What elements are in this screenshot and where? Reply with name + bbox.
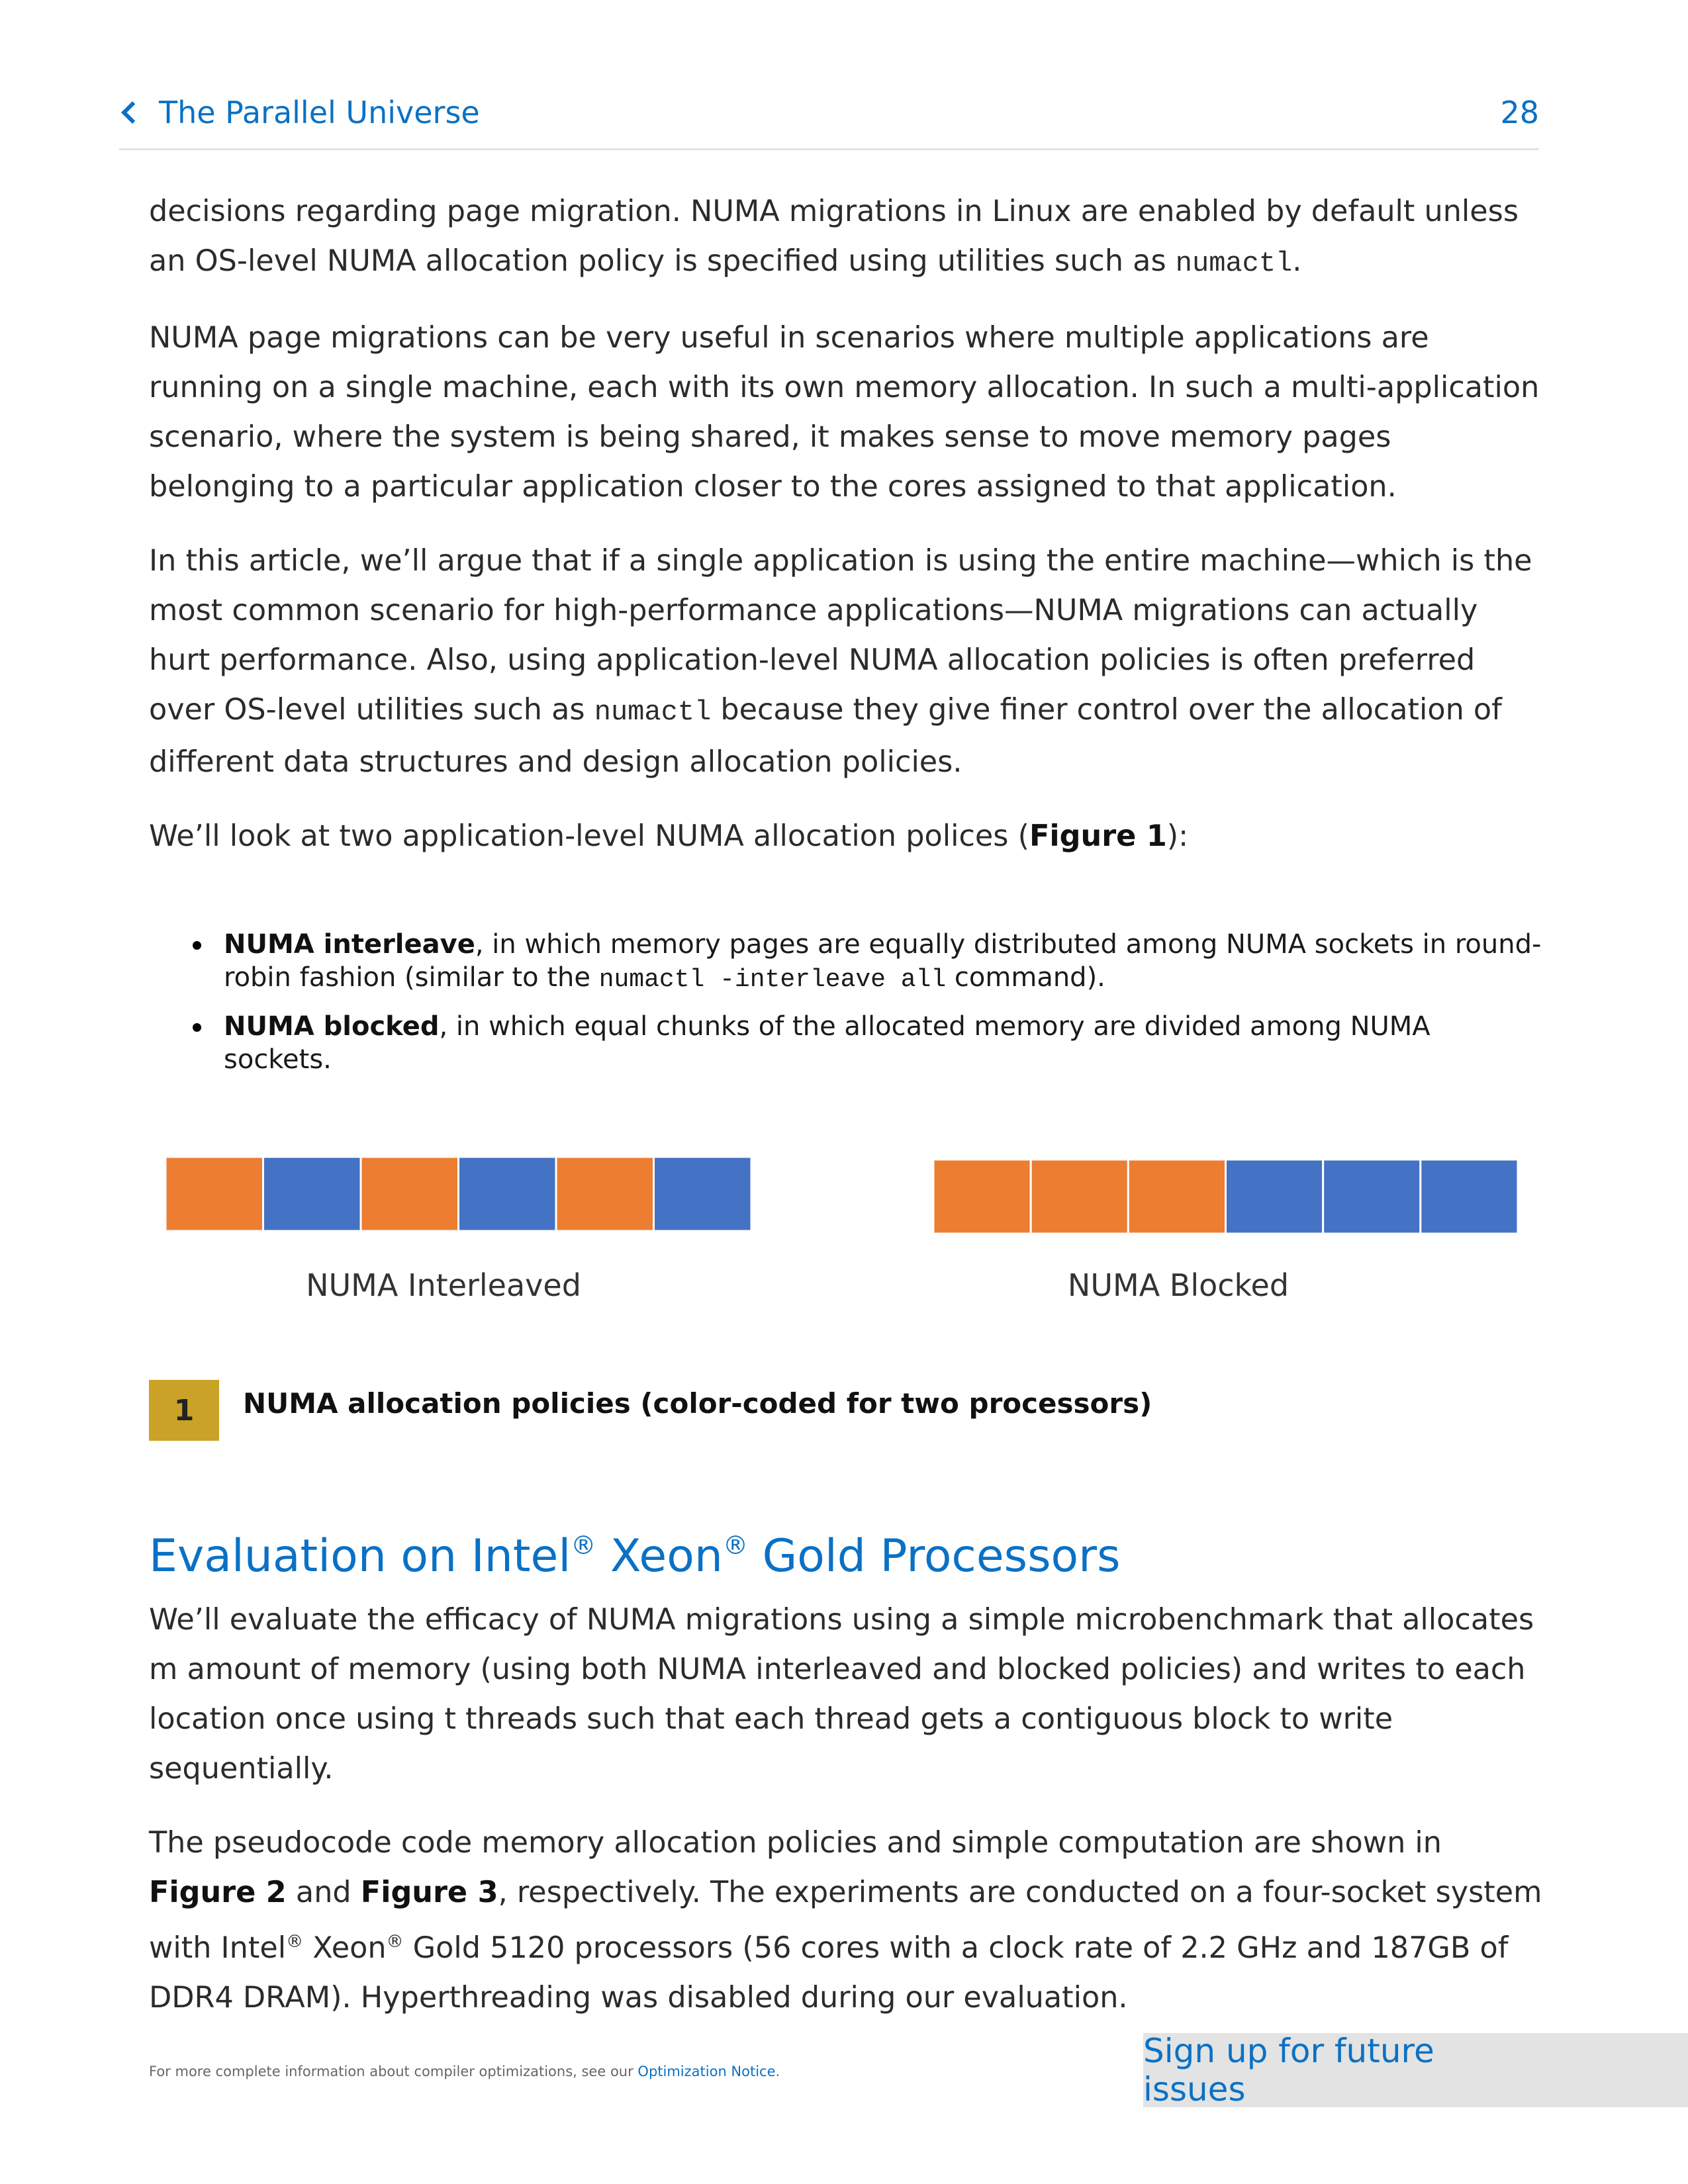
section-heading: Evaluation on Intel® Xeon® Gold Processors [149,1530,1121,1582]
memory-block [654,1157,752,1231]
figure-reference: Figure 2 [149,1876,287,1909]
publication-title: The Parallel Universe [159,95,480,130]
memory-block [361,1157,459,1231]
memory-block [556,1157,654,1231]
figure-caption: NUMA allocation policies (color-coded for two processors) [243,1387,1152,1420]
paragraph: In this article, we’ll argue that if a single application is using the entire machine—which is the most common scenario for high-performance applications—NUMA migrations can actually hurt performance. Also, using application-level NUMA allocation policies is often preferred over OS-level utilities such as numactl because they give finer control over the allocation of different data structures and design allocation policies. [149,544,1532,779]
memory-block [1226,1160,1323,1234]
paragraph: We’ll evaluate the efficacy of NUMA migrations using a simple microbenchmark that allocates m amount of memory (using both NUMA interleaved and blocked policies) and writes to each location once using t threads such that each thread gets a contiguous block to write sequentially. [149,1603,1534,1786]
memory-block [1128,1160,1225,1234]
footer-note: For more complete information about compiler optimizations, see our Optimization Notice. [149,2064,780,2079]
interleaved-label: NUMA Interleaved [306,1267,581,1303]
memory-block [263,1157,361,1231]
paragraph: We’ll look at two application-level NUMA allocation polices (Figure 1): [149,819,1189,853]
paragraph: decisions regarding page migration. NUMA migrations in Linux are enabled by default unless an OS-level NUMA allocation policy is specified using utilities such as numactl. [149,195,1519,279]
list-item: NUMA interleave, in which memory pages are equally distributed among NUMA sockets in round-robin fashion (similar to the numactl -interleave all command). [149,928,1546,997]
paragraph: The pseudocode code memory allocation policies and simple computation are shown in Figure 2 and Figure 3, respectively. The experiments are conducted on a four-socket system with Intel® Xeon® Gold 5120 processors (56 cores with a clock rate of 2.2 GHz and 187GB of DDR4 DRAM). Hyperthreading was disabled during our evaluation. [149,1826,1542,2015]
memory-block [1323,1160,1421,1234]
bullet-icon [193,1023,201,1032]
page-header [119,93,1539,150]
memory-block [1421,1160,1518,1234]
bullet-icon [193,941,201,950]
blocked-label: NUMA Blocked [1067,1267,1289,1303]
inline-code: numactl -interleave all [598,966,947,994]
figure-reference: Figure 1 [1029,819,1167,853]
back-link[interactable] [119,93,480,132]
interleaved-blocks [165,1157,751,1231]
signup-label: Sign up for future issues [1143,2032,1434,2109]
chevron-left-icon [121,101,144,124]
memory-block [459,1157,557,1231]
memory-block [933,1160,1031,1234]
figure-number-badge: 1 [149,1380,219,1441]
memory-block [165,1157,263,1231]
signup-button[interactable] [1143,2033,1688,2107]
policy-list [149,928,1546,1089]
figure-reference: Figure 3 [360,1876,498,1909]
list-item: NUMA blocked, in which equal chunks of the allocated memory are divided among NUMA sockets. [149,1010,1546,1076]
memory-block [1031,1160,1128,1234]
inline-code: numactl [1175,248,1293,279]
inline-code: numactl [594,696,712,728]
blocked-blocks [933,1160,1518,1234]
page-number: 28 [1500,95,1539,130]
intro-text [149,187,1546,886]
paragraph: NUMA page migrations can be very useful in scenarios where multiple applications are running on a single machine, each with its own memory allocation. In such a multi-application scenario, where the system is being shared, it makes sense to move memory pages belonging to a particular application closer to the cores assigned to that application. [149,321,1540,504]
optimization-notice-link[interactable]: Optimization Notice [637,2064,776,2079]
section-text [149,1595,1546,2047]
